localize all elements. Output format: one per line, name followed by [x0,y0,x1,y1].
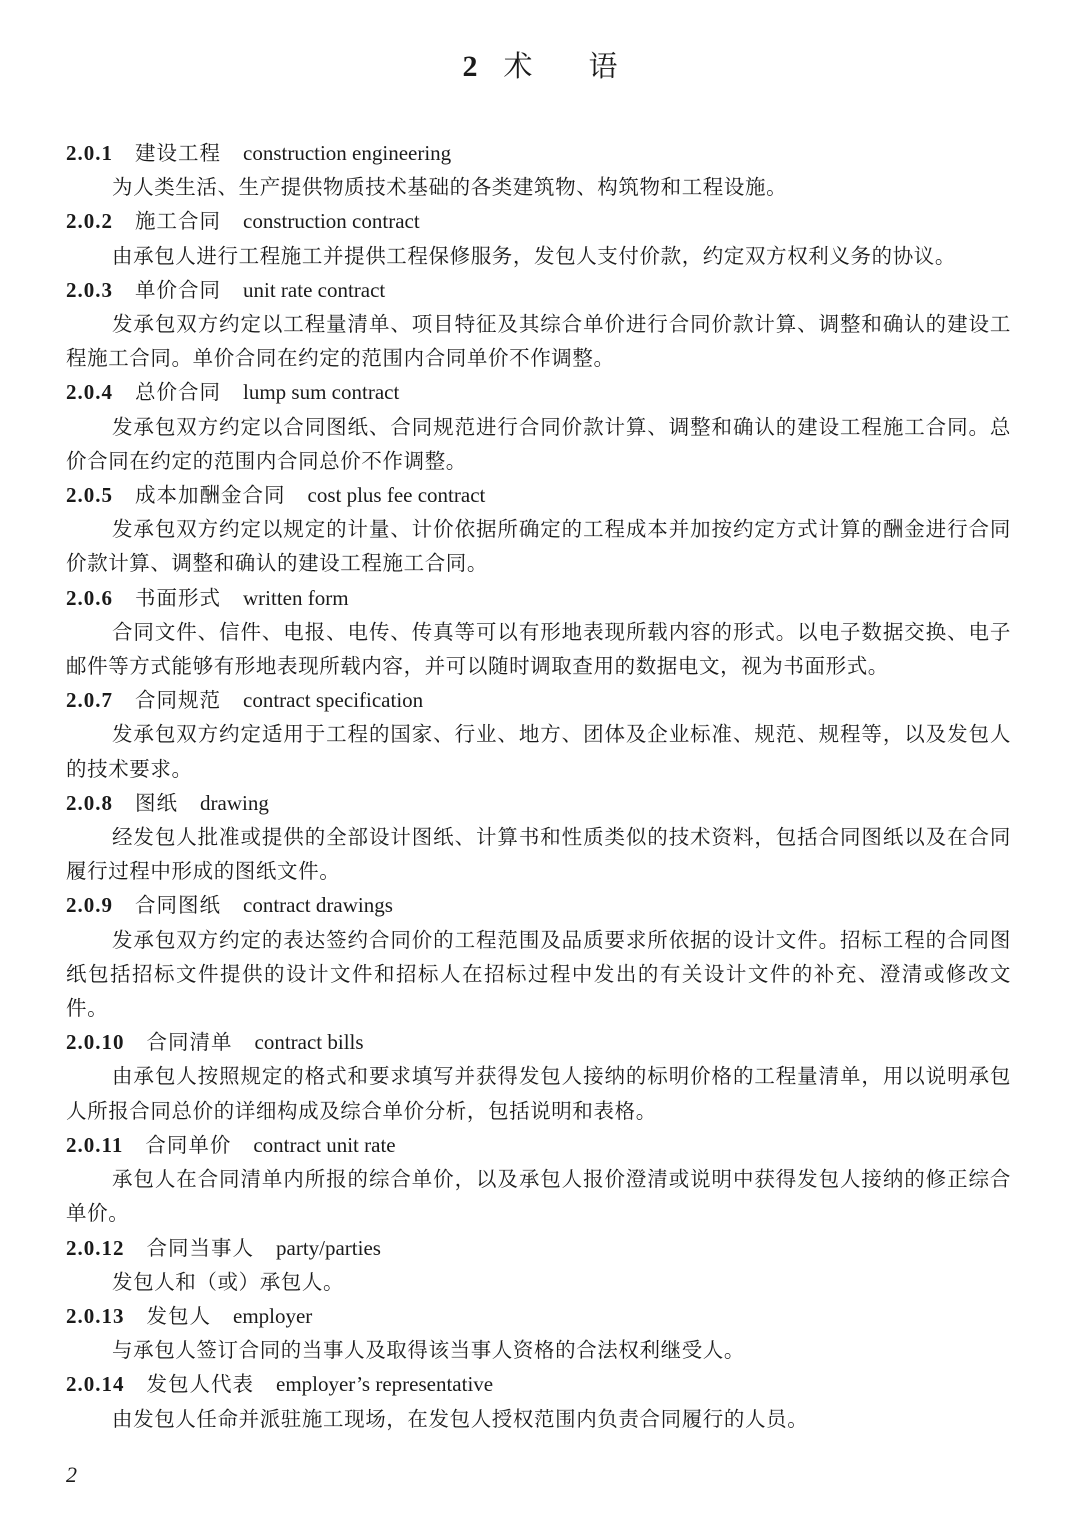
page-number: 2 [66,1462,77,1487]
term-definition: 经发包人批准或提供的全部设计图纸、计算书和性质类似的技术资料，包括合同图纸以及在合同履行过程中形成的图纸文件。 [66,825,1011,884]
term-number: 2.0.7 [66,688,113,713]
term-english: contract drawings [243,893,393,918]
term-heading [66,786,1011,820]
term-number: 2.0.2 [66,209,113,234]
term-number: 2.0.14 [66,1372,125,1397]
term-english: construction contract [243,209,420,234]
term-english: contract bills [254,1030,364,1055]
term-heading [66,136,1011,170]
term-english: drawing [200,790,269,815]
term-heading [66,683,1011,717]
term-definition: 发包人和（或）承包人。 [112,1269,345,1294]
term-number: 2.0.6 [66,585,113,610]
term-number: 2.0.8 [66,790,113,815]
term-chinese: 图纸 [135,790,178,815]
term-definition: 由承包人进行工程施工并提供工程保修服务，发包人支付价款，约定双方权利义务的协议。 [112,243,956,268]
term-chinese: 总价合同 [135,380,221,405]
term-chinese: 合同规范 [135,688,221,713]
term-heading [66,273,1011,307]
term-heading [66,478,1011,512]
term-english: unit rate contract [243,277,386,302]
term-number: 2.0.11 [66,1132,124,1157]
term-definition: 由承包人按照规定的格式和要求填写并获得发包人接纳的标明价格的工程量清单，用以说明承包人所报合同总价的详细构成及综合单价分析，包括说明和表格。 [66,1064,1011,1123]
term-number: 2.0.12 [66,1235,125,1260]
term-chinese: 合同图纸 [135,893,221,918]
term-chinese: 合同单价 [145,1132,232,1157]
term-definition: 由发包人任命并派驻施工现场，在发包人授权范围内负责合同履行的人员。 [112,1406,809,1431]
term-chinese: 发包人代表 [146,1372,254,1397]
term-english: party/parties [276,1235,381,1260]
term-number: 2.0.4 [66,380,113,405]
term-chinese: 成本加酬金合同 [135,483,286,508]
term-chinese: 单价合同 [135,277,221,302]
term-english: contract specification [243,688,424,713]
term-english: employer [233,1303,313,1328]
term-number: 2.0.9 [66,893,113,918]
term-english: contract unit rate [253,1132,396,1157]
term-heading [66,581,1011,615]
term-number: 2.0.13 [66,1303,125,1328]
term-heading [66,888,1011,922]
term-chinese: 书面形式 [135,585,221,610]
term-definition: 发承包双方约定的表达签约合同价的工程范围及品质要求所依据的设计文件。招标工程的合同图纸包括招标文件提供的设计文件和招标人在招标过程中发出的有关设计文件的补充、澄清或修改文件。 [66,927,1011,1021]
chapter-title-char-2: 语 [588,49,618,83]
term-number: 2.0.1 [66,141,113,165]
term-definition: 与承包人签订合同的当事人及取得该当事人资格的合法权利继受人。 [112,1338,745,1363]
term-heading [66,1367,1011,1401]
term-heading [66,204,1011,238]
term-definition: 为人类生活、生产提供物质技术基础的各类建筑物、构筑物和工程设施。 [112,175,788,200]
term-english: written form [243,585,349,610]
term-definition: 发承包双方约定以规定的计量、计价依据所确定的工程成本并加按约定方式计算的酬金进行合同价款计算、调整和确认的建设工程施工合同。 [66,517,1011,576]
term-chinese: 发包人 [146,1303,211,1328]
term-english: cost plus fee contract [307,483,486,508]
chapter-title-char-1: 术 [503,49,533,83]
term-heading [66,1299,1011,1333]
term-definition: 发承包双方约定以工程量清单、项目特征及其综合单价进行合同价款计算、调整和确认的建设工程施工合同。单价合同在约定的范围内合同单价不作调整。 [66,312,1011,371]
term-heading [66,1025,1011,1059]
term-chinese: 合同清单 [146,1030,233,1055]
term-heading [66,1231,1011,1265]
term-number: 2.0.3 [66,277,113,302]
term-definition: 合同文件、信件、电报、电传、传真等可以有形地表现所载内容的形式。以电子数据交换、电子邮件等方式能够有形地表现所载内容，并可以随时调取查用的数据电文，视为书面形式。 [66,619,1011,679]
term-chinese: 合同当事人 [146,1235,254,1260]
term-english: construction engineering [243,141,452,165]
term-english: lump sum contract [243,380,400,405]
term-number: 2.0.5 [66,483,113,508]
term-chinese: 建设工程 [135,141,221,165]
chapter-number: 2 [462,50,478,83]
term-chinese: 施工合同 [135,209,221,234]
term-definition: 承包人在合同清单内所报的综合单价，以及承包人报价澄清或说明中获得发包人接纳的修正综合单价。 [66,1167,1011,1226]
term-heading [66,1128,1011,1162]
terms-list [66,136,1011,1436]
term-definition: 发承包双方约定适用于工程的国家、行业、地方、团体及企业标准、规范、规程等，以及发包人的技术要求。 [66,722,1011,781]
chapter-title [0,44,1080,89]
term-english: employer’s representative [276,1372,494,1397]
term-number: 2.0.10 [66,1030,125,1055]
term-definition: 发承包双方约定以合同图纸、合同规范进行合同价款计算、调整和确认的建设工程施工合同。总价合同在约定的范围内合同总价不作调整。 [66,414,1011,473]
term-heading [66,375,1011,409]
